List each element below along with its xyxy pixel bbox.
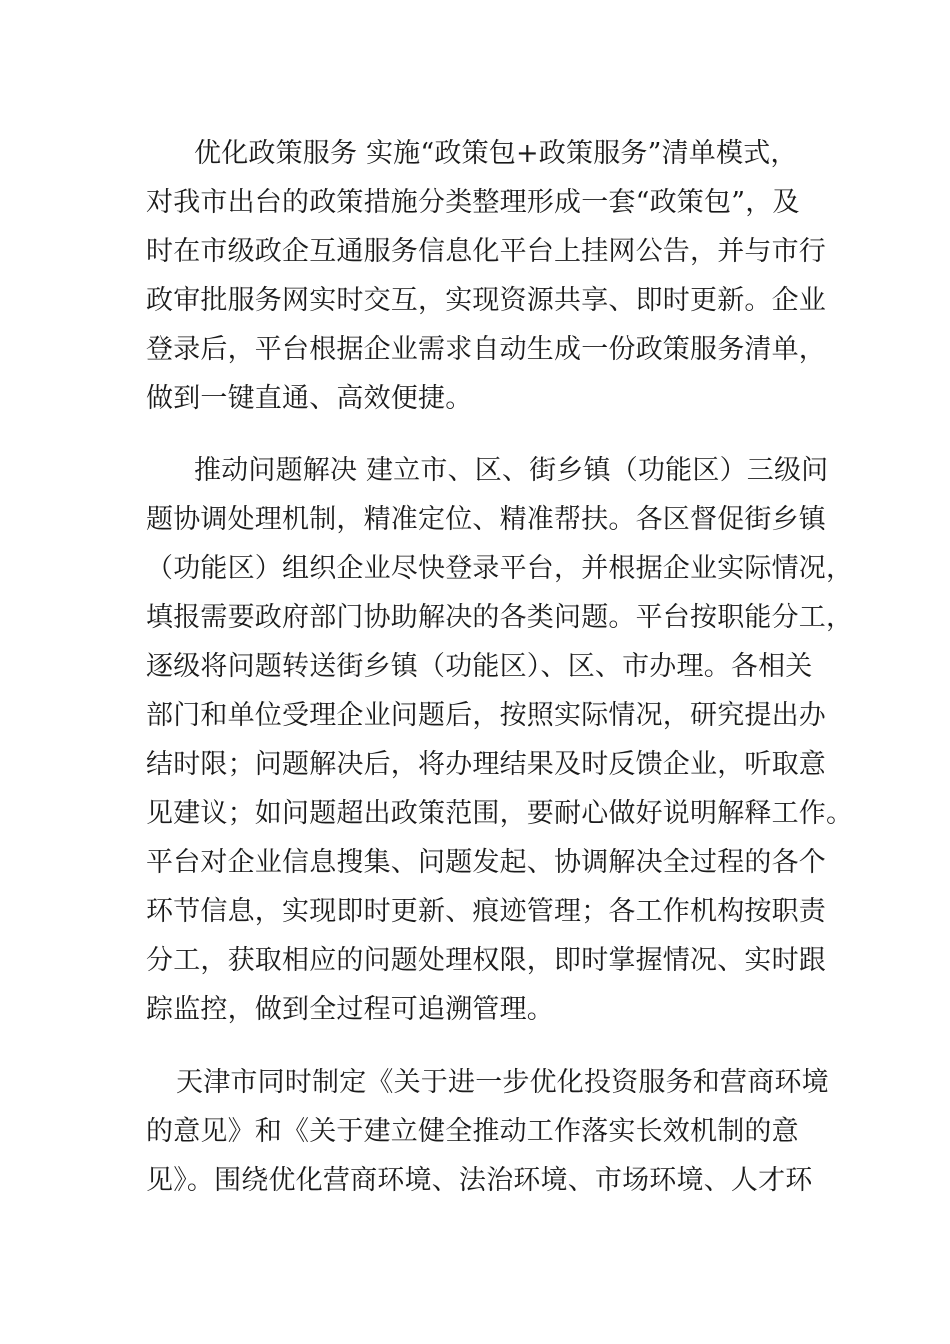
text-line: 填报需要政府部门协助解决的各类问题。平台按职能分工，: [146, 602, 854, 633]
text-line: （功能区）组织企业尽快登录平台，并根据企业实际情况，: [146, 553, 854, 584]
text-line: 的意见》和《关于建立健全推动工作落实长效机制的意: [146, 1116, 799, 1147]
text-line: 天津市同时制定《关于进一步优化投资服务和营商环境: [176, 1067, 829, 1098]
text-line: 见》。围绕优化营商环境、法治环境、市场环境、人才环: [146, 1165, 813, 1196]
text-line: 分工，获取相应的问题处理权限，即时掌握情况、实时跟: [146, 945, 826, 976]
text-line: 登录后，平台根据企业需求自动生成一份政策服务清单，: [146, 334, 826, 365]
text-line: 优化政策服务 实施“政策包+政策服务”清单模式，: [194, 138, 798, 169]
text-line: 见建议；如问题超出政策范围，要耐心做好说明解释工作。: [146, 798, 854, 829]
text-line: 平台对企业信息搜集、问题发起、协调解决全过程的各个: [146, 847, 826, 878]
text-line: 部门和单位受理企业问题后，按照实际情况，研究提出办: [146, 700, 826, 731]
text-line: 对我市出台的政策措施分类整理形成一套“政策包”，及: [146, 187, 800, 218]
text-line: 结时限；问题解决后，将办理结果及时反馈企业，听取意: [146, 749, 826, 780]
text-line: 推动问题解决 建立市、区、街乡镇（功能区）三级问: [194, 455, 829, 486]
text-line: 踪监控，做到全过程可追溯管理。: [146, 994, 554, 1025]
text-line: 政审批服务网实时交互，实现资源共享、即时更新。企业: [146, 285, 826, 316]
text-line: 环节信息，实现即时更新、痕迹管理；各工作机构按职责: [146, 896, 826, 927]
text-line: 时在市级政企互通服务信息化平台上挂网公告，并与市行: [146, 236, 826, 267]
text-line: 逐级将问题转送街乡镇（功能区）、区、市办理。各相关: [146, 651, 813, 682]
text-line: 做到一键直通、高效便捷。: [146, 383, 473, 414]
text-line: 题协调处理机制，精准定位、精准帮扶。各区督促街乡镇: [146, 504, 826, 535]
